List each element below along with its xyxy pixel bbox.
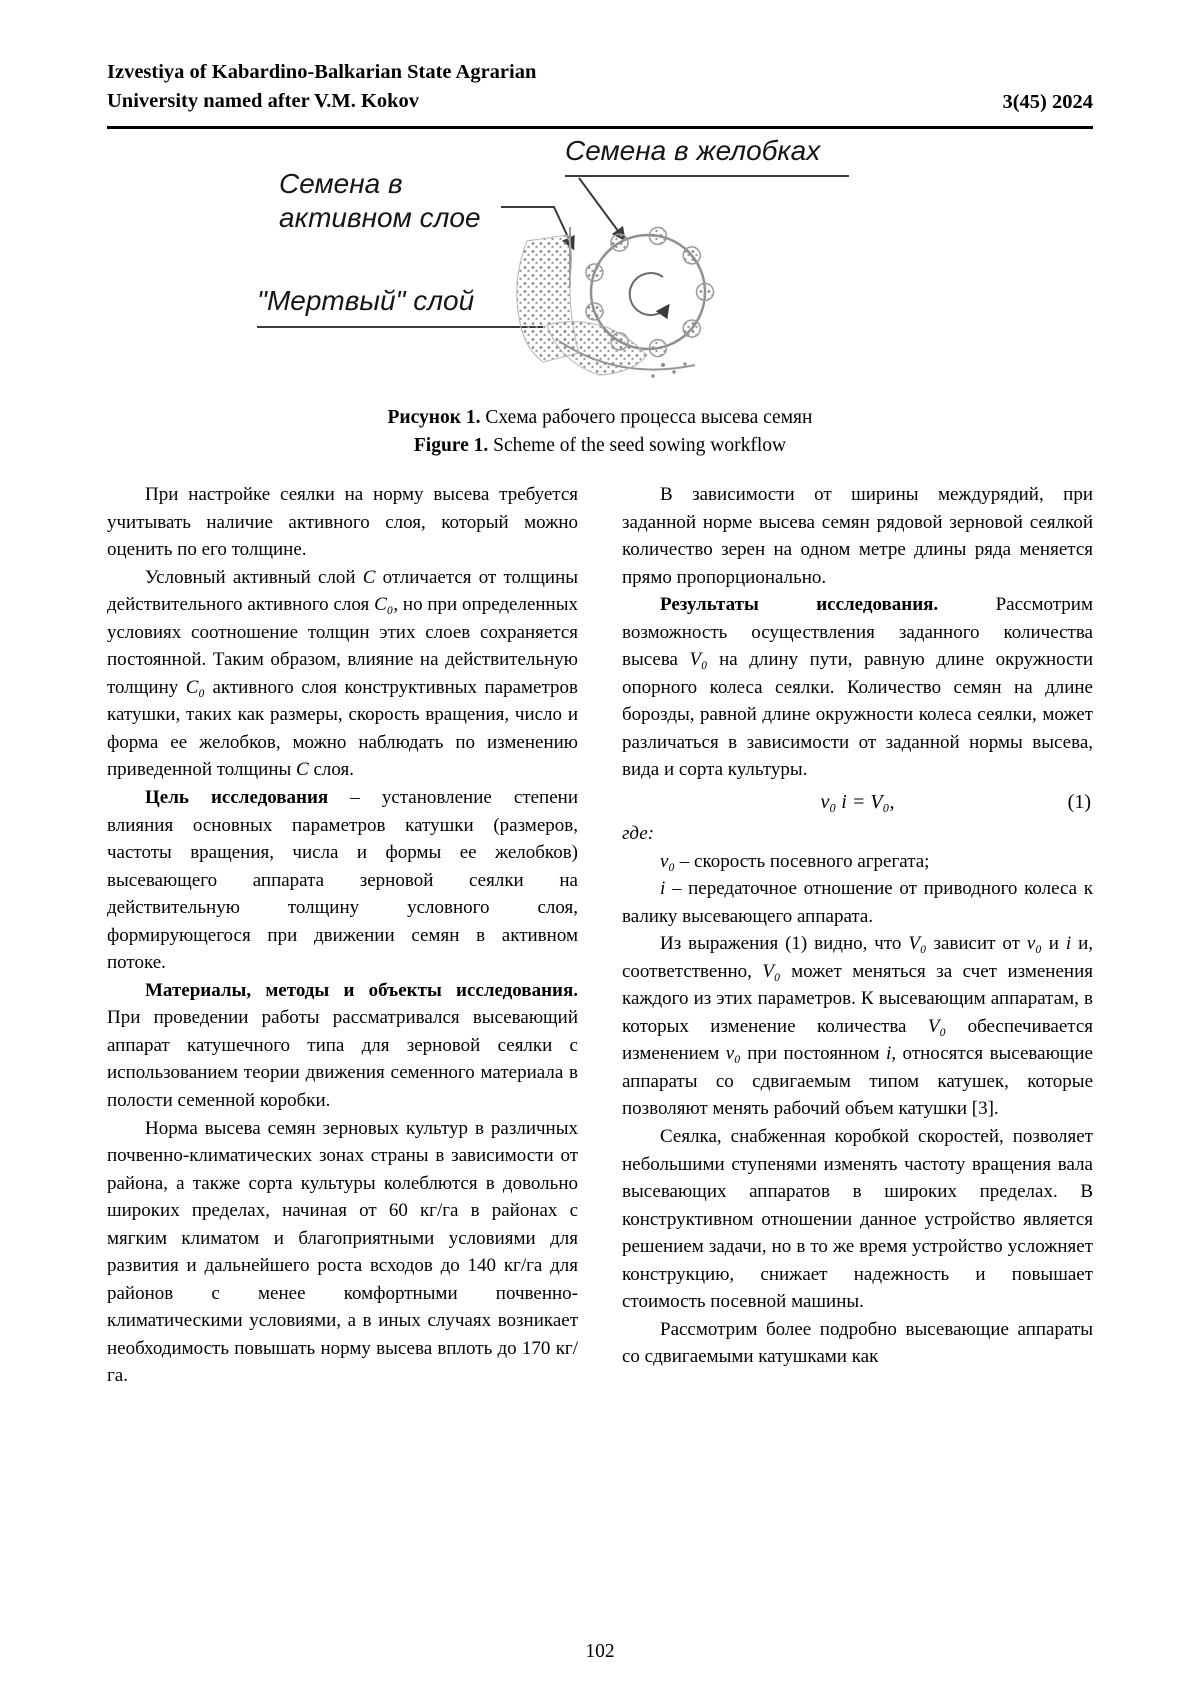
figure-caption-en: Figure 1. Scheme of the seed sowing workflow (413, 434, 787, 456)
figure-caption-ru: Рисунок 1. Схема рабочего процесса высева семян (387, 407, 813, 429)
paragraph-research-goal: Цель исследования – установление степени влияния основных параметров катушки (размеров, частоты вращения, числа и формы ее желобков) высевающего аппарата зерновой сеялки на действительную толщину условного слоя, формирующегося при движении семян в активном потоке. (107, 786, 578, 974)
paragraph-sliding-coils: Рассмотрим более подробно высевающие аппараты со сдвигаемыми катушками как (622, 1318, 1093, 1368)
paragraph-row-spacing: В зависимости от ширины междурядий, при заданной норме высева семян рядовой зерновой сеялкой количество зерен на одном метре длины ряда меняется прямо пропорционально. (622, 483, 1093, 588)
journal-header (107, 58, 1093, 115)
grooves-leader-line (579, 178, 624, 239)
paragraph-gearbox: Сеялка, снабженная коробкой скоростей, позволяет небольшими ступенями изменять частоту вращения вала высевающих аппаратов в широких пределах. В конструктивном отношении данное устройство является решением задачи, но в то же время устройство усложняет конструкцию, снижает надежность и повышает стоимость посевной машины. (622, 1126, 1093, 1313)
journal-title-line1: Izvestiya of Kabardino-Balkarian State Agrarian (107, 61, 537, 83)
equation-1 (622, 787, 1093, 817)
label-dead-layer: "Мертвый" слой (257, 285, 475, 317)
equation-formula: v₀ i = V₀, (820, 790, 895, 813)
label-active-line2: активном слое (279, 202, 481, 234)
paragraph-seeding-rate: Норма высева семян зерновых культур в различных почвенно-климатических зонах страны в зависимости от района, а также сорта культуры колеблются в довольно широких пределах, начиная от 60 кг/га в районах с мягким климатом и благоприятными условиями для развития и дальнейшего роста всходов до 140 кг/га для районов с менее комфортными почвенно-климатическими условиями, а в иных случаях возникает необходимость повышать норму высева вплоть до 170 кг/га. (107, 1117, 578, 1387)
paragraph-results: Результаты исследования. Рассмотрим возможность осуществления заданного количества высева V₀ на длину пути, равную длине окружности опорного колеса сеялки. Количество семян на длине борозды, равной длине окружности колеса сеялки, может различаться в зависимости от заданной нормы высева, вида и сорта культуры. (622, 594, 1093, 781)
figure-1 (107, 129, 1093, 394)
label-seeds-in-grooves: Семена в желобках (565, 135, 821, 167)
journal-title (107, 58, 536, 115)
paragraph-materials-methods: Материалы, методы и объекты исследования. При проведении работы рассматривался высевающий аппарат катушечного типа для зерновой сеялки с использованием теории движения семенного материала в полости семенной коробки. (107, 979, 578, 1111)
paragraph-active-layer: Условный активный слой C отличается от толщины действительного активного слоя C₀, но при определенных условиях соотношение толщин этих слоев сохраняется постоянной. Таким образом, влияние на действительную толщину C₀ активного слоя конструктивных параметров катушки, таких как размеры, скорость вращения, число и форма ее желобков, можно наблюдать по изменению приведенной толщины C слоя. (107, 566, 578, 781)
issue-number: 3(45) 2024 (1002, 91, 1093, 114)
definition-v0: v₀ – скорость посевного агрегата; (660, 850, 930, 872)
paragraph-intro: При настройке сеялки на норму высева требуется учитывать наличие активного слоя, который можно оценить по его толщине. (107, 483, 578, 561)
definition-i: i – передаточное отношение от приводного колеса к валику высевающего аппарата. (622, 878, 1093, 927)
article-body (107, 481, 1093, 1390)
paragraph-expression-analysis: Из выражения (1) видно, что V₀ зависит от v₀ и i и, соответственно, V₀ может меняться за счет изменения каждого из этих параметров. К высевающим аппаратам, в которых изменение количества V₀ обеспечивается изменением v₀ при постоянном i, относятся высевающие аппараты со сдвигаемым типом катушек, которые позволяют менять рабочий объем катушки [3]. (622, 933, 1094, 1120)
page-number: 102 (585, 1641, 615, 1662)
journal-title-line2: University named after V.M. Kokov (107, 89, 420, 112)
equation-number: (1) (1067, 790, 1091, 813)
seed-box-sketch (517, 227, 714, 378)
where-label: где: (622, 822, 655, 844)
left-column (107, 481, 578, 1390)
figure-caption (107, 404, 1093, 459)
seed-sowing-diagram (107, 129, 1093, 394)
label-active-line1: Семена в (279, 168, 403, 200)
right-column (622, 481, 1093, 1390)
label-seeds-active-layer (279, 167, 481, 235)
